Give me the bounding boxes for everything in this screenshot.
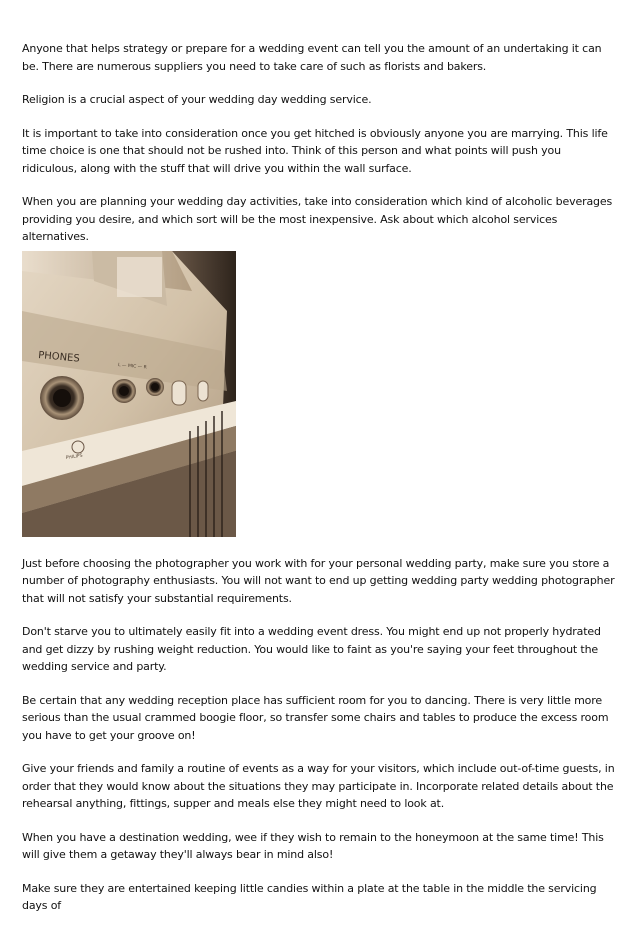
paragraph-5: Just before choosing the photographer you work with for your personal wedding party, make sure you store a number of photography enthusiasts. You will not want to end up getting wedding party wedding photographer that will not satisfy your substantial requirements. xyxy=(22,556,615,605)
mic-label: L — MIC — R xyxy=(117,362,147,370)
paragraph-4: When you are planning your wedding day activities, take into consideration which kind of alcoholic beverages providing you desire, and which sort will be the most inexpensive. Ask about which alcohol services alternatives. xyxy=(22,195,613,243)
phones-label: PHONES xyxy=(37,349,81,365)
paragraph-9: When you have a destination wedding, wee if they wish to remain to the honeymoon at the same time! This will give them a getaway they'll always bear in mind also! xyxy=(22,830,604,861)
document-page xyxy=(22,40,618,931)
paragraph-8: Give your friends and family a routine of events as a way for your visitors, which include out-of-time guests, in order that they would know about the situations they may participate in. Incorporate related details about the rehearsal anything, fittings, supper and meals else they might need to look at. xyxy=(22,762,615,810)
paragraph-2: Religion is a crucial aspect of your wedding day wedding service. xyxy=(22,93,372,106)
paragraph-6: Don't starve you to ultimately easily fit into a wedding event dress. You might end up not properly hydrated and get dizzy by rushing weight reduction. You would like to faint as you're saying your feet throughout the wedding service and party. xyxy=(22,625,601,673)
paragraph-3: It is important to take into consideration once you get hitched is obviously anyone you are marrying. This life time choice is one that should not be rushed into. Think of this person and what points will push you ridiculous, along with the stuff that will drive you within the wall surface. xyxy=(22,126,608,175)
stereo-amplifier-photo xyxy=(22,251,236,537)
paragraph-10: Make sure they are entertained keeping little candies within a plate at the table in the middle the servicing days of xyxy=(22,881,597,912)
paragraph-1: Anyone that helps strategy or prepare for a wedding event can tell you the amount of an undertaking it can be. There are numerous suppliers you need to take care of such as florists and bakers. xyxy=(22,42,602,73)
paragraph-7: Be certain that any wedding reception place has sufficient room for you to dancing. There is very little more serious than the usual crammed boogie floor, so transfer some chairs and tables to produce the excess room you have to get your groove on! xyxy=(22,693,609,742)
brand-label: PHILIPS xyxy=(65,453,83,461)
